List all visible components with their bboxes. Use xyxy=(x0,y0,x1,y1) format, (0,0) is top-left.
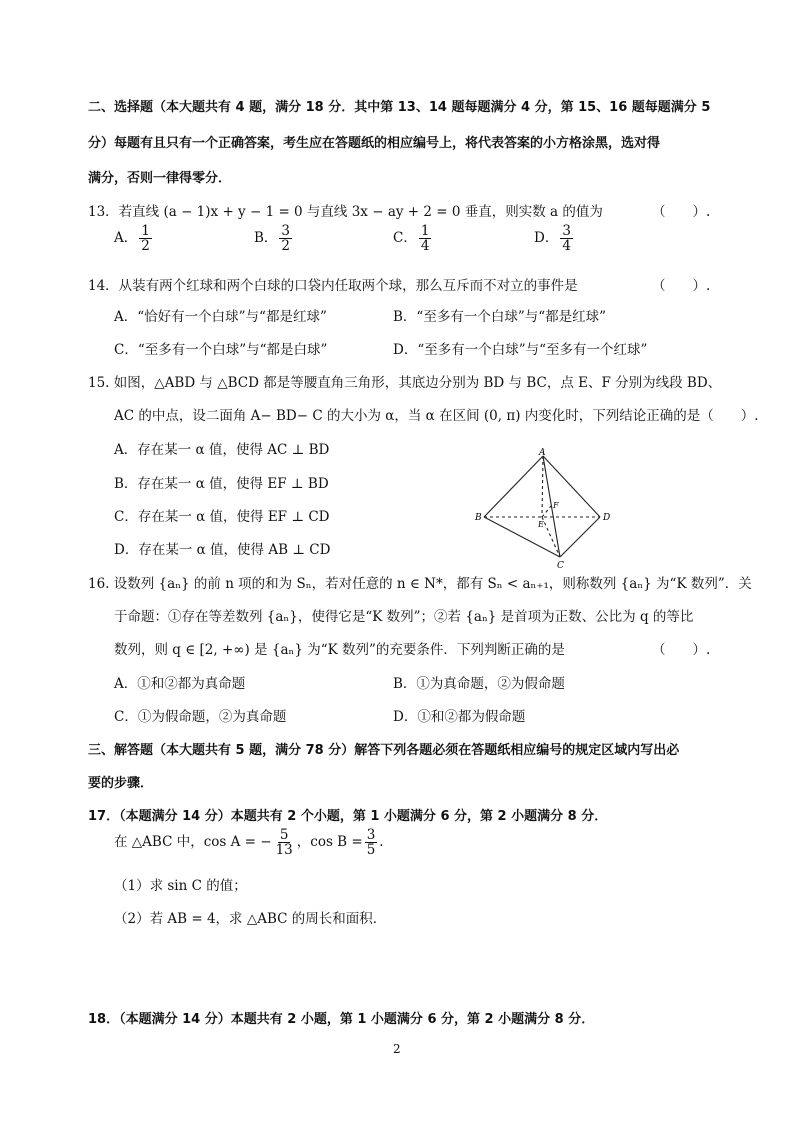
q13-option-b: B． $\frac{3}{2}$ xyxy=(254,223,291,255)
q16-option-b: B．①为真命题，②为假命题 xyxy=(393,676,565,692)
q14-option-c: C．“至多有一个白球”与“都是白球” xyxy=(114,342,328,358)
q13-stem: 13．若直线 (a − 1)x + y − 1 = 0 与直线 3x − ay + 2 = 0 垂直，则实数 a 的值为 xyxy=(88,204,603,220)
label-c: C xyxy=(557,561,564,570)
q15-option-b: B．存在某一 α 值，使得 EF ⊥ BD xyxy=(114,476,329,492)
q17-head: 17．（本题满分 14 分）本题共有 2 个小题，第 1 小题满分 6 分，第 2 小题满分 8 分． xyxy=(88,809,608,824)
page-number: 2 xyxy=(393,1042,401,1056)
section2-line2: 分）每题有且只有一个正确答案，考生应在答题纸的相应编号上，将代表答案的小方格涂黑，选对得 xyxy=(88,136,661,151)
q17-sub1: （1）求 sin C 的值； xyxy=(114,878,247,894)
q15-option-a: A．存在某一 α 值，使得 AC ⊥ BD xyxy=(114,442,330,458)
q14-option-b: B．“至多有一个白球”与“都是红球” xyxy=(393,309,607,325)
q17-given: 在 △ABC 中，cos A = − $\frac{5}{13}$ ，cos B = $\frac{3}{5}$ ． xyxy=(114,827,393,859)
q15-line2: AC 的中点，设二面角 A− BD− C 的大小为 α，当 α 在区间 (0, π) 内变化时，下列结论正确的是（ ）. xyxy=(114,408,759,424)
q15-option-c: C．存在某一 α 值，使得 EF ⊥ CD xyxy=(114,509,330,525)
label-a: A xyxy=(539,448,546,458)
q16-line2: 于命题：①存在等差数列 {aₙ}，使得它是“K 数列”；②若 {aₙ} 是首项为正数、公比为 q 的等比 xyxy=(114,609,694,625)
section3-line2: 要的步骤． xyxy=(88,776,154,791)
q15-tetrahedron-figure xyxy=(472,446,622,570)
q13-option-a: A． $\frac{1}{2}$ xyxy=(114,223,150,255)
q17-sub2: （2）若 AB = 4，求 △ABC 的周长和面积． xyxy=(114,911,387,927)
q16-option-a: A．①和②都为真命题 xyxy=(114,676,246,692)
q16-answer-paren: （ ）. xyxy=(652,642,711,658)
q16-line1: 16. 设数列 {aₙ} 的前 n 项的和为 Sₙ，若对任意的 n ∈ N*，都有 Sₙ < aₙ₊₁，则称数列 {aₙ} 为“K 数列”．关 xyxy=(88,576,752,592)
q16-line3: 数列，则 q ∈ [2, +∞) 是 {aₙ} 为“K 数列”的充要条件．下列判断正确的是 xyxy=(114,642,565,658)
section2-line1: 二、选择题（本大题共有 4 题，满分 18 分．其中第 13、14 题每题满分 4 分，第 15、16 题每题满分 5 xyxy=(88,100,711,115)
q13-option-c: C． $\frac{1}{4}$ xyxy=(393,223,430,255)
q14-answer-paren: （ ）. xyxy=(652,278,711,294)
label-e: E xyxy=(538,520,544,529)
q13-option-d: D． $\frac{3}{4}$ xyxy=(534,223,571,255)
q15-option-d: D．存在某一 α 值，使得 AB ⊥ CD xyxy=(114,542,331,558)
label-f: F xyxy=(553,501,559,510)
label-d: D xyxy=(603,513,611,523)
q13-answer-paren: （ ）. xyxy=(652,204,711,220)
q15-line1: 15. 如图，△ABD 与 △BCD 都是等腰直角三角形，其底边分别为 BD 与 BC，点 E、F 分别为线段 BD、 xyxy=(88,375,722,391)
q14-option-d: D．“至多有一个白球”与“至多有一个红球” xyxy=(393,342,648,358)
section2-line3: 满分，否则一律得零分． xyxy=(88,171,232,186)
q16-option-c: C．①为假命题，②为真命题 xyxy=(114,709,287,725)
label-b: B xyxy=(475,513,482,523)
q16-option-d: D．①和②都为假命题 xyxy=(393,709,526,725)
q14-option-a: A．“恰好有一个白球”与“都是红球” xyxy=(114,309,327,325)
q18-head: 18．（本题满分 14 分）本题共有 2 小题，第 1 小题满分 6 分，第 2 小题满分 8 分． xyxy=(88,1012,595,1027)
section3-line1: 三、解答题（本大题共有 5 题，满分 78 分）解答下列各题必须在答题纸相应编号的规定区域内写出必 xyxy=(88,743,680,758)
q14-stem: 14．从装有两个红球和两个白球的口袋内任取两个球，那么互斥而不对立的事件是 xyxy=(88,278,578,294)
